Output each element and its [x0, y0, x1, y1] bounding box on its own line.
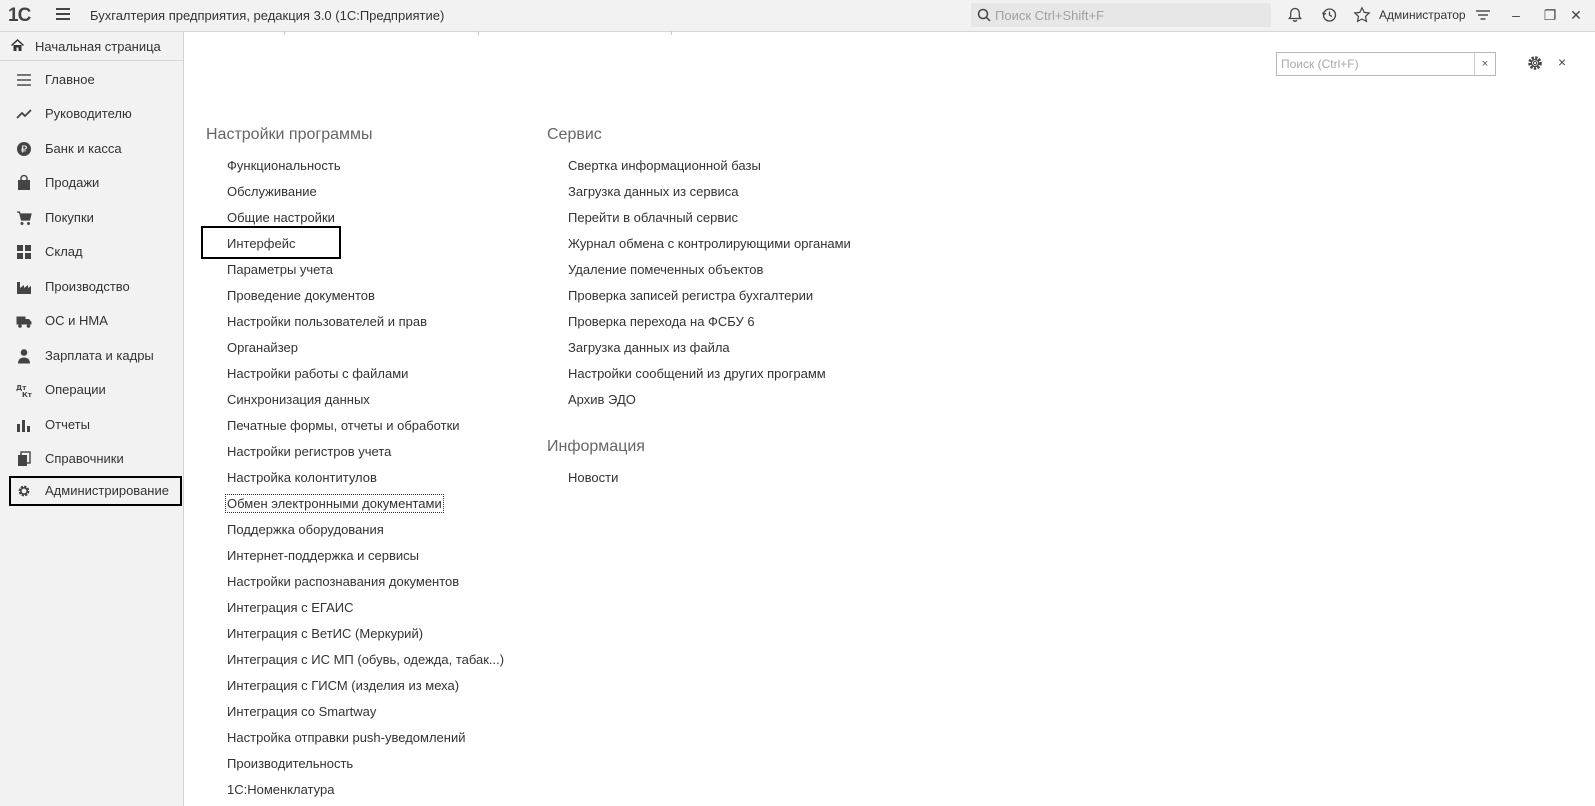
bag-icon — [16, 175, 32, 191]
sidebar-item-catalogs[interactable] — [0, 443, 183, 475]
panel-search-placeholder: Поиск (Ctrl+F) — [1281, 57, 1359, 71]
settings-link[interactable]: Интернет-поддержка и сервисы — [227, 548, 420, 563]
service-link[interactable]: Свертка информационной базы — [568, 158, 761, 173]
close-icon[interactable]: ✕ — [1570, 7, 1582, 23]
settings-link[interactable]: Синхронизация данных — [227, 392, 370, 407]
settings-link[interactable]: Интеграция с ЕГАИС — [227, 600, 354, 615]
settings-link[interactable]: Органайзер — [227, 340, 298, 355]
settings-link[interactable]: Настройки распознавания документов — [227, 574, 460, 589]
title-bar — [0, 0, 1595, 32]
service-link[interactable]: Настройки сообщений из других программ — [568, 366, 826, 381]
sidebar-item-purchases[interactable] — [0, 202, 183, 234]
group-title-service: Сервис — [547, 126, 602, 143]
sidebar-item-label: Производство — [45, 279, 130, 294]
restore-icon[interactable]: ❐ — [1543, 7, 1557, 23]
sidebar-item-label: Руководителю — [45, 106, 132, 121]
sidebar-item-label: Главное — [45, 72, 95, 87]
user-name[interactable]: Администратор — [1379, 8, 1466, 22]
settings-link[interactable]: Обслуживание — [227, 184, 317, 199]
settings-link[interactable]: Интеграция с ИС МП (обувь, одежда, табак...) — [227, 652, 505, 667]
minimize-icon[interactable]: – — [1512, 7, 1520, 23]
settings-link[interactable]: Интеграция со Smartway — [227, 704, 377, 719]
global-search-input[interactable] — [971, 3, 1271, 27]
grid-icon — [16, 244, 32, 260]
service-link[interactable]: Проверка записей регистра бухгалтерии — [568, 288, 814, 303]
books-icon — [16, 451, 32, 467]
home-page-link[interactable] — [0, 32, 183, 61]
service-link[interactable]: Журнал обмена с контролирующими органами — [568, 236, 851, 251]
sidebar-item-warehouse[interactable] — [0, 236, 183, 268]
settings-link[interactable]: Настройки работы с файлами — [227, 366, 409, 381]
panel-close-button[interactable]: × — [1558, 54, 1567, 70]
clear-search-button[interactable]: × — [1474, 53, 1495, 75]
group-title-settings: Настройки программы — [206, 126, 373, 143]
panel-search-input[interactable] — [1276, 52, 1496, 76]
service-link[interactable]: Перейти в облачный сервис — [568, 210, 739, 225]
sidebar-item-operations[interactable] — [0, 374, 183, 406]
settings-gear-icon[interactable] — [1526, 54, 1544, 72]
home-page-label: Начальная страница — [35, 39, 161, 54]
list-icon — [16, 72, 32, 88]
global-search-placeholder: Поиск Ctrl+Shift+F — [995, 8, 1104, 23]
sidebar — [0, 32, 184, 806]
app-logo[interactable]: 1С — [8, 5, 31, 26]
sidebar-item-manager[interactable] — [0, 98, 183, 130]
menu-icon[interactable] — [56, 8, 70, 20]
settings-link[interactable]: Печатные формы, отчеты и обработки — [227, 418, 460, 433]
history-icon[interactable] — [1320, 6, 1338, 24]
barchart-icon — [16, 417, 32, 433]
trend-icon — [16, 106, 32, 122]
app-title: Бухгалтерия предприятия, редакция 3.0 (1С:Предприятие) — [90, 8, 445, 23]
ruble-icon — [16, 141, 32, 157]
sidebar-item-label: Администрирование — [45, 483, 169, 498]
sidebar-item-label: Банк и касса — [45, 141, 122, 156]
factory-icon — [16, 279, 32, 295]
svg-text:₽: ₽ — [20, 144, 28, 156]
settings-link[interactable]: Настройка отправки push-уведомлений — [227, 730, 466, 745]
star-icon[interactable] — [1353, 6, 1371, 24]
service-link[interactable]: Загрузка данных из файла — [568, 340, 730, 355]
service-link[interactable]: Удаление помеченных объектов — [568, 262, 764, 277]
sidebar-item-assets[interactable] — [0, 305, 183, 337]
sidebar-item-label: ОС и НМА — [45, 313, 108, 328]
settings-link[interactable]: Параметры учета — [227, 262, 334, 277]
group-title-info: Информация — [547, 438, 645, 455]
sidebar-item-sales[interactable] — [0, 167, 183, 199]
sidebar-item-label: Зарплата и кадры — [45, 348, 154, 363]
search-icon — [977, 8, 991, 22]
settings-link[interactable]: Настройка колонтитулов — [227, 470, 377, 485]
gear-icon — [16, 483, 32, 499]
sidebar-item-label: Продажи — [45, 175, 100, 190]
settings-link[interactable]: Проведение документов — [227, 288, 375, 303]
svg-text:Дт: Дт — [16, 384, 27, 392]
sidebar-item-reports[interactable] — [0, 409, 183, 441]
settings-link[interactable]: Интеграция с ГИСМ (изделия из меха) — [227, 678, 460, 693]
bell-icon[interactable] — [1286, 6, 1304, 24]
person-icon — [16, 348, 32, 364]
sidebar-item-label: Справочники — [45, 451, 124, 466]
truck-icon — [16, 313, 32, 329]
info-link[interactable]: Новости — [568, 470, 619, 485]
settings-link[interactable]: Функциональность — [227, 158, 341, 173]
service-link[interactable]: Загрузка данных из сервиса — [568, 184, 739, 199]
svg-text:Кт: Кт — [22, 391, 32, 398]
settings-link[interactable]: Настройки регистров учета — [227, 444, 392, 459]
sidebar-item-label: Склад — [45, 244, 83, 259]
settings-link[interactable]: Общие настройки — [227, 210, 335, 225]
cart-icon — [16, 210, 32, 226]
sidebar-item-bank[interactable] — [0, 133, 183, 165]
home-icon — [10, 38, 25, 53]
settings-link[interactable]: Поддержка оборудования — [227, 522, 384, 537]
sidebar-item-production[interactable] — [0, 271, 183, 303]
sidebar-item-administration[interactable] — [8, 475, 183, 507]
service-link[interactable]: Архив ЭДО — [568, 392, 636, 407]
settings-link[interactable]: 1С:Номенклатура — [227, 782, 335, 797]
settings-link[interactable]: Интеграция с ВетИС (Меркурий) — [227, 626, 424, 641]
settings-link-edo[interactable]: Обмен электронными документами — [227, 496, 442, 511]
settings-link-interface[interactable]: Интерфейс — [227, 236, 296, 251]
sidebar-item-label: Операции — [45, 382, 106, 397]
sidebar-item-main[interactable] — [0, 64, 183, 96]
tab-separator — [671, 31, 672, 35]
service-link[interactable]: Проверка перехода на ФСБУ 6 — [568, 314, 755, 329]
dtkt-icon — [16, 382, 32, 398]
sidebar-item-label: Отчеты — [45, 417, 90, 432]
tab-separator — [284, 31, 285, 35]
settings-link[interactable]: Производительность — [227, 756, 354, 771]
settings-link[interactable]: Настройки пользователей и прав — [227, 314, 428, 329]
sidebar-item-label: Покупки — [45, 210, 94, 225]
settings-lines-icon[interactable] — [1474, 6, 1492, 24]
sidebar-item-salary[interactable] — [0, 340, 183, 372]
tab-separator — [478, 31, 479, 35]
